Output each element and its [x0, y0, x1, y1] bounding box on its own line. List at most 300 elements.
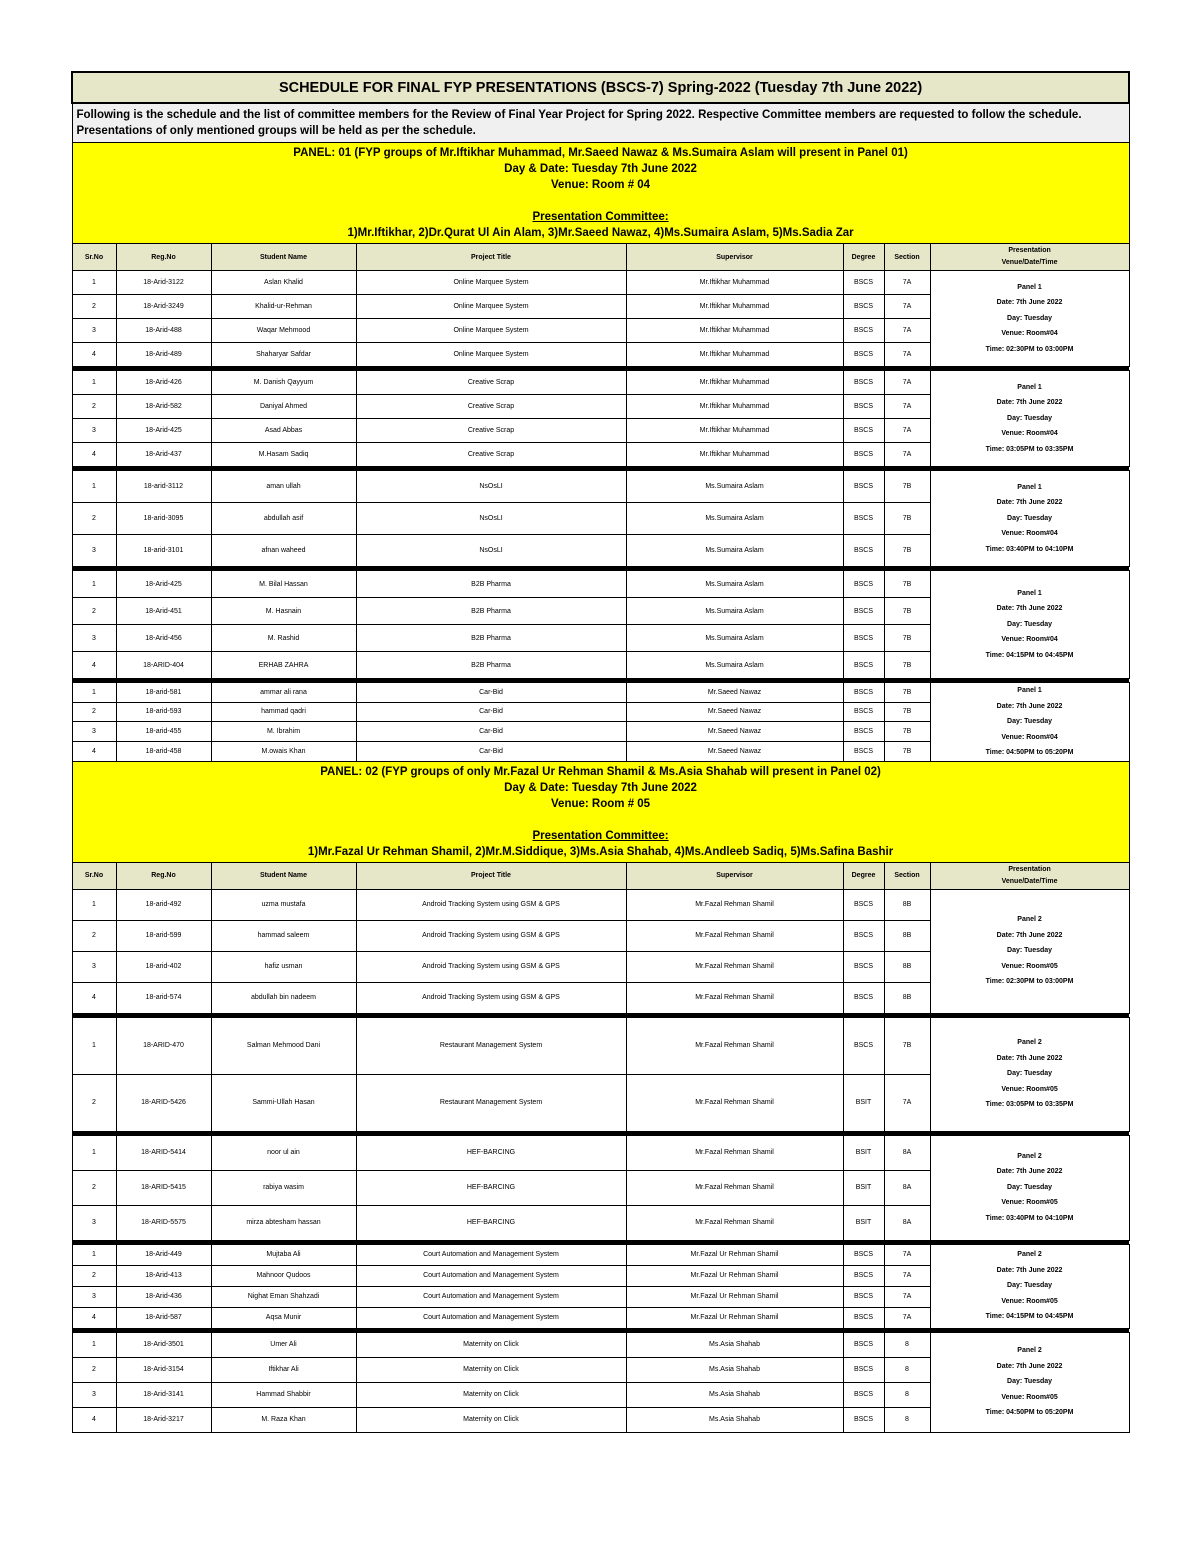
presentation-info-line: Panel 2	[1017, 1347, 1042, 1355]
cell-degree: BSCS	[843, 471, 884, 503]
panel-day-date: Day & Date: Tuesday 7th June 2022	[504, 781, 697, 794]
cell-section: 7B	[884, 652, 930, 679]
cell-project-title: Maternity on Click	[356, 1357, 626, 1382]
presentation-info-line: Venue: Room#04	[1001, 530, 1058, 538]
cell-degree: BSIT	[843, 1205, 884, 1240]
presentation-info-line: Day: Tuesday	[1007, 1282, 1053, 1290]
cell-sr-no: 4	[72, 443, 116, 467]
panel-header-row	[72, 761, 1129, 862]
cell-sr-no: 2	[72, 295, 116, 319]
column-header-section: Section	[884, 244, 930, 271]
cell-supervisor: Mr.Iftikhar Muhammad	[626, 419, 843, 443]
cell-supervisor: Mr.Fazal Rehman Shamil	[626, 951, 843, 982]
column-header-supervisor: Supervisor	[626, 244, 843, 271]
cell-reg-no: 18-Arid-3122	[116, 271, 211, 295]
cell-reg-no: 18-Arid-437	[116, 443, 211, 467]
presentation-info	[930, 1244, 1129, 1328]
cell-reg-no: 18-Arid-451	[116, 598, 211, 625]
cell-section: 7A	[884, 443, 930, 467]
column-header-venue-label: Venue/Date/Time	[1001, 259, 1058, 266]
cell-sr-no: 3	[72, 1286, 116, 1307]
cell-sr-no: 4	[72, 1407, 116, 1432]
cell-sr-no: 2	[72, 1357, 116, 1382]
schedule-sheet	[71, 71, 1128, 1433]
presentation-info-line: Date: 7th June 2022	[996, 399, 1063, 407]
presentation-info-line: Date: 7th June 2022	[996, 299, 1063, 307]
table-row	[72, 1244, 1129, 1265]
cell-reg-no: 18-arid-455	[116, 722, 211, 742]
cell-supervisor: Mr.Fazal Rehman Shamil	[626, 1074, 843, 1131]
presentation-info	[930, 471, 1129, 567]
cell-student-name: M.Hasam Sadiq	[211, 443, 356, 467]
cell-section: 7A	[884, 295, 930, 319]
presentation-info-line: Panel 2	[1017, 1251, 1042, 1259]
presentation-info-line: Time: 04:50PM to 05:20PM	[985, 749, 1074, 756]
cell-student-name: Nighat Eman Shahzadi	[211, 1286, 356, 1307]
cell-degree: BSCS	[843, 741, 884, 761]
cell-project-title: Court Automation and Management System	[356, 1265, 626, 1286]
cell-section: 7B	[884, 625, 930, 652]
panel-heading: PANEL: 01 (FYP groups of Mr.Iftikhar Muhammad, Mr.Saeed Nawaz & Ms.Sumaira Aslam will present in Panel 01)	[293, 147, 908, 159]
cell-section: 8	[884, 1357, 930, 1382]
cell-reg-no: 18-ARID-5575	[116, 1205, 211, 1240]
cell-supervisor: Ms.Sumaira Aslam	[626, 571, 843, 598]
cell-sr-no: 1	[72, 1135, 116, 1170]
cell-supervisor: Mr.Iftikhar Muhammad	[626, 319, 843, 343]
cell-section: 8A	[884, 1205, 930, 1240]
presentation-info-line: Venue: Room#04	[1001, 430, 1058, 438]
cell-project-title: Restaurant Management System	[356, 1017, 626, 1074]
presentation-info-line: Venue: Room#05	[1001, 1085, 1058, 1093]
presentation-info-line: Venue: Room#04	[1001, 330, 1058, 338]
cell-project-title: Creative Scrap	[356, 443, 626, 467]
cell-degree: BSCS	[843, 1407, 884, 1432]
cell-project-title: HEF-BARCING	[356, 1205, 626, 1240]
cell-supervisor: Ms.Asia Shahab	[626, 1357, 843, 1382]
cell-degree: BSCS	[843, 702, 884, 722]
column-header-sr-no: Sr.No	[72, 244, 116, 271]
cell-student-name: Sammi-Ullah Hasan	[211, 1074, 356, 1131]
cell-project-title: Maternity on Click	[356, 1407, 626, 1432]
cell-supervisor: Mr.Fazal Ur Rehman Shamil	[626, 1307, 843, 1328]
cell-reg-no: 18-arid-599	[116, 920, 211, 951]
cell-reg-no: 18-Arid-456	[116, 625, 211, 652]
cell-project-title: Car-Bid	[356, 702, 626, 722]
presentation-info-line: Time: 03:40PM to 04:10PM	[985, 1214, 1074, 1222]
panel-header	[72, 143, 1129, 244]
cell-section: 8B	[884, 982, 930, 1013]
cell-reg-no: 18-arid-3112	[116, 471, 211, 503]
cell-supervisor: Mr.Iftikhar Muhammad	[626, 271, 843, 295]
cell-student-name: Salman Mehmood Dani	[211, 1017, 356, 1074]
cell-degree: BSCS	[843, 535, 884, 567]
cell-project-title: Creative Scrap	[356, 419, 626, 443]
cell-supervisor: Mr.Fazal Rehman Shamil	[626, 1017, 843, 1074]
presentation-info-line: Day: Tuesday	[1007, 718, 1053, 725]
table-row	[72, 271, 1129, 295]
intro-text	[72, 103, 1129, 143]
cell-sr-no: 3	[72, 535, 116, 567]
cell-project-title: Maternity on Click	[356, 1382, 626, 1407]
cell-student-name: Mujtaba Ali	[211, 1244, 356, 1265]
cell-student-name: M. Bilal Hassan	[211, 571, 356, 598]
cell-reg-no: 18-Arid-3249	[116, 295, 211, 319]
presentation-info	[930, 571, 1129, 679]
committee-members: 1)Mr.Iftikhar, 2)Dr.Qurat Ul Ain Alam, 3)Mr.Saeed Nawaz, 4)Ms.Sumaira Aslam, 5)Ms.Sadia Zar	[347, 227, 854, 239]
cell-project-title: B2B Pharma	[356, 598, 626, 625]
cell-sr-no: 1	[72, 271, 116, 295]
cell-project-title: B2B Pharma	[356, 652, 626, 679]
cell-project-title: Android Tracking System using GSM & GPS	[356, 982, 626, 1013]
cell-degree: BSCS	[843, 295, 884, 319]
cell-reg-no: 18-Arid-582	[116, 395, 211, 419]
presentation-info	[930, 371, 1129, 467]
cell-project-title: NsOsLI	[356, 503, 626, 535]
presentation-info-line: Venue: Room#04	[1001, 733, 1058, 741]
cell-reg-no: 18-ARID-404	[116, 652, 211, 679]
column-header-section: Section	[884, 862, 930, 889]
cell-section: 7B	[884, 722, 930, 742]
cell-reg-no: 18-arid-458	[116, 741, 211, 761]
cell-project-title: B2B Pharma	[356, 625, 626, 652]
cell-section: 7B	[884, 471, 930, 503]
table-row	[72, 571, 1129, 598]
cell-section: 7A	[884, 319, 930, 343]
cell-sr-no: 4	[72, 343, 116, 367]
cell-supervisor: Mr.Fazal Rehman Shamil	[626, 889, 843, 920]
cell-student-name: Daniyal Ahmed	[211, 395, 356, 419]
column-header-reg-no: Reg.No	[116, 862, 211, 889]
cell-degree: BSCS	[843, 443, 884, 467]
cell-degree: BSCS	[843, 1307, 884, 1328]
cell-supervisor: Mr.Iftikhar Muhammad	[626, 295, 843, 319]
cell-student-name: mirza abtesham hassan	[211, 1205, 356, 1240]
cell-student-name: noor ul ain	[211, 1135, 356, 1170]
cell-project-title: Court Automation and Management System	[356, 1307, 626, 1328]
cell-student-name: ammar ali rana	[211, 683, 356, 703]
cell-sr-no: 1	[72, 1244, 116, 1265]
cell-student-name: hammad saleem	[211, 920, 356, 951]
cell-section: 8	[884, 1332, 930, 1357]
cell-section: 8B	[884, 920, 930, 951]
cell-project-title: Court Automation and Management System	[356, 1286, 626, 1307]
cell-sr-no: 2	[72, 702, 116, 722]
panel-day-date: Day & Date: Tuesday 7th June 2022	[504, 163, 697, 175]
cell-section: 7A	[884, 1244, 930, 1265]
cell-degree: BSCS	[843, 503, 884, 535]
cell-supervisor: Mr.Iftikhar Muhammad	[626, 395, 843, 419]
cell-reg-no: 18-Arid-3154	[116, 1357, 211, 1382]
panel-header	[72, 761, 1129, 862]
cell-sr-no: 1	[72, 1332, 116, 1357]
cell-section: 7B	[884, 1017, 930, 1074]
presentation-info-line: Panel 1	[1017, 589, 1042, 597]
cell-reg-no: 18-ARID-5415	[116, 1170, 211, 1205]
presentation-info-line: Time: 03:40PM to 04:10PM	[985, 545, 1074, 553]
cell-sr-no: 3	[72, 1382, 116, 1407]
presentation-info-line: Day: Tuesday	[1007, 514, 1053, 522]
cell-degree: BSIT	[843, 1170, 884, 1205]
cell-student-name: abdullah asif	[211, 503, 356, 535]
cell-supervisor: Ms.Sumaira Aslam	[626, 471, 843, 503]
cell-sr-no: 3	[72, 722, 116, 742]
cell-student-name: hafiz usman	[211, 951, 356, 982]
column-header-project-title: Project Title	[356, 244, 626, 271]
cell-supervisor: Mr.Fazal Ur Rehman Shamil	[626, 1286, 843, 1307]
cell-degree: BSCS	[843, 683, 884, 703]
cell-student-name: abdullah bin nadeem	[211, 982, 356, 1013]
presentation-info-line: Day: Tuesday	[1007, 1378, 1053, 1386]
page-title: SCHEDULE FOR FINAL FYP PRESENTATIONS (BSCS-7) Spring-2022 (Tuesday 7th June 2022)	[72, 72, 1129, 103]
cell-project-title: HEF-BARCING	[356, 1170, 626, 1205]
cell-project-title: Online Marquee System	[356, 319, 626, 343]
cell-degree: BSCS	[843, 1244, 884, 1265]
cell-project-title: Car-Bid	[356, 722, 626, 742]
cell-student-name: M. Raza Khan	[211, 1407, 356, 1432]
presentation-info-line: Venue: Room#05	[1001, 1297, 1058, 1305]
cell-student-name: Hammad Shabbir	[211, 1382, 356, 1407]
cell-sr-no: 2	[72, 1170, 116, 1205]
table-row	[72, 1017, 1129, 1074]
cell-project-title: Restaurant Management System	[356, 1074, 626, 1131]
cell-reg-no: 18-ARID-470	[116, 1017, 211, 1074]
presentation-info	[930, 1017, 1129, 1131]
cell-section: 8B	[884, 951, 930, 982]
cell-reg-no: 18-ARID-5426	[116, 1074, 211, 1131]
presentation-info-line: Venue: Room#05	[1001, 1199, 1058, 1207]
cell-supervisor: Mr.Iftikhar Muhammad	[626, 443, 843, 467]
cell-supervisor: Ms.Asia Shahab	[626, 1407, 843, 1432]
cell-section: 7B	[884, 535, 930, 567]
cell-student-name: M. Rashid	[211, 625, 356, 652]
cell-degree: BSCS	[843, 319, 884, 343]
cell-supervisor: Mr.Fazal Rehman Shamil	[626, 982, 843, 1013]
cell-supervisor: Mr.Iftikhar Muhammad	[626, 371, 843, 395]
cell-supervisor: Mr.Iftikhar Muhammad	[626, 343, 843, 367]
cell-reg-no: 18-Arid-413	[116, 1265, 211, 1286]
cell-supervisor: Mr.Fazal Rehman Shamil	[626, 1135, 843, 1170]
presentation-info-line: Venue: Room#04	[1001, 636, 1058, 644]
cell-student-name: Asad Abbas	[211, 419, 356, 443]
presentation-info	[930, 683, 1129, 762]
presentation-info-line: Panel 2	[1017, 916, 1042, 924]
cell-section: 7A	[884, 1074, 930, 1131]
cell-project-title: Android Tracking System using GSM & GPS	[356, 889, 626, 920]
column-header-reg-no: Reg.No	[116, 244, 211, 271]
cell-section: 7A	[884, 419, 930, 443]
presentation-info-line: Panel 1	[1017, 687, 1042, 694]
cell-supervisor: Mr.Saeed Nawaz	[626, 741, 843, 761]
cell-project-title: Car-Bid	[356, 683, 626, 703]
cell-section: 8	[884, 1382, 930, 1407]
presentation-info-line: Date: 7th June 2022	[996, 1266, 1063, 1274]
presentation-info	[930, 271, 1129, 367]
presentation-info-line: Time: 04:50PM to 05:20PM	[985, 1409, 1074, 1417]
committee-label: Presentation Committee:	[532, 211, 669, 223]
cell-student-name: Mahnoor Qudoos	[211, 1265, 356, 1286]
presentation-info-line: Panel 2	[1017, 1152, 1042, 1160]
cell-sr-no: 2	[72, 598, 116, 625]
presentation-info-line: Day: Tuesday	[1007, 414, 1053, 422]
cell-reg-no: 18-Arid-587	[116, 1307, 211, 1328]
column-header-row	[72, 862, 1129, 889]
cell-reg-no: 18-Arid-425	[116, 571, 211, 598]
cell-supervisor: Mr.Fazal Ur Rehman Shamil	[626, 1244, 843, 1265]
table-row	[72, 471, 1129, 503]
panel-header-row	[72, 143, 1129, 244]
cell-project-title: Creative Scrap	[356, 371, 626, 395]
cell-sr-no: 4	[72, 1307, 116, 1328]
cell-degree: BSCS	[843, 1286, 884, 1307]
presentation-info-line: Day: Tuesday	[1007, 620, 1053, 628]
cell-sr-no: 1	[72, 571, 116, 598]
cell-reg-no: 18-arid-402	[116, 951, 211, 982]
intro-line-1: Following is the schedule and the list of committee members for the Review of Final Year Project for Spring 2022. Respective Committee members are requested to follow the schedule.	[76, 109, 1082, 121]
cell-project-title: Court Automation and Management System	[356, 1244, 626, 1265]
cell-sr-no: 1	[72, 371, 116, 395]
table-row	[72, 1332, 1129, 1357]
cell-supervisor: Ms.Sumaira Aslam	[626, 652, 843, 679]
intro-line-2: Presentations of only mentioned groups will be held as per the schedule.	[76, 125, 476, 137]
cell-section: 7A	[884, 343, 930, 367]
cell-project-title: Online Marquee System	[356, 295, 626, 319]
column-header-student-name: Student Name	[211, 244, 356, 271]
column-header-student-name: Student Name	[211, 862, 356, 889]
presentation-info	[930, 1135, 1129, 1240]
schedule-table	[71, 71, 1130, 1433]
committee-label: Presentation Committee:	[532, 829, 669, 842]
cell-degree: BSCS	[843, 951, 884, 982]
cell-reg-no: 18-arid-3095	[116, 503, 211, 535]
cell-supervisor: Mr.Fazal Rehman Shamil	[626, 1205, 843, 1240]
cell-degree: BSCS	[843, 395, 884, 419]
presentation-info-line: Day: Tuesday	[1007, 1070, 1053, 1078]
column-header-row	[72, 244, 1129, 271]
cell-degree: BSCS	[843, 571, 884, 598]
cell-student-name: Waqar Mehmood	[211, 319, 356, 343]
table-row	[72, 371, 1129, 395]
presentation-info-line: Venue: Room#05	[1001, 1393, 1058, 1401]
cell-supervisor: Mr.Saeed Nawaz	[626, 702, 843, 722]
cell-supervisor: Mr.Fazal Rehman Shamil	[626, 920, 843, 951]
presentation-info-line: Panel 1	[1017, 283, 1042, 291]
cell-project-title: Maternity on Click	[356, 1332, 626, 1357]
cell-degree: BSCS	[843, 371, 884, 395]
cell-reg-no: 18-Arid-3217	[116, 1407, 211, 1432]
cell-reg-no: 18-arid-492	[116, 889, 211, 920]
cell-sr-no: 2	[72, 1265, 116, 1286]
cell-section: 7A	[884, 1265, 930, 1286]
cell-supervisor: Mr.Fazal Ur Rehman Shamil	[626, 1265, 843, 1286]
cell-supervisor: Ms.Sumaira Aslam	[626, 625, 843, 652]
cell-student-name: M. Ibrahim	[211, 722, 356, 742]
gap	[73, 812, 1129, 828]
cell-project-title: NsOsLI	[356, 535, 626, 567]
presentation-info-line: Date: 7th June 2022	[996, 605, 1063, 613]
presentation-info	[930, 1332, 1129, 1432]
cell-reg-no: 18-Arid-489	[116, 343, 211, 367]
cell-project-title: Car-Bid	[356, 741, 626, 761]
cell-supervisor: Ms.Sumaira Aslam	[626, 598, 843, 625]
cell-sr-no: 4	[72, 982, 116, 1013]
cell-reg-no: 18-Arid-426	[116, 371, 211, 395]
cell-sr-no: 2	[72, 395, 116, 419]
cell-section: 7A	[884, 395, 930, 419]
cell-student-name: Umer Ali	[211, 1332, 356, 1357]
presentation-info-line: Date: 7th June 2022	[996, 499, 1063, 507]
cell-sr-no: 3	[72, 625, 116, 652]
presentation-info-line: Time: 02:30PM to 03:00PM	[985, 978, 1074, 986]
presentation-info-line: Venue: Room#05	[1001, 962, 1058, 970]
cell-section: 8A	[884, 1170, 930, 1205]
cell-project-title: NsOsLI	[356, 471, 626, 503]
cell-section: 7A	[884, 271, 930, 295]
presentation-info-line: Date: 7th June 2022	[996, 1054, 1063, 1062]
cell-sr-no: 2	[72, 920, 116, 951]
cell-student-name: Aqsa Munir	[211, 1307, 356, 1328]
presentation-info-line: Time: 03:05PM to 03:35PM	[985, 1101, 1074, 1109]
cell-section: 7B	[884, 571, 930, 598]
presentation-info-line: Day: Tuesday	[1007, 1183, 1053, 1191]
cell-section: 7B	[884, 702, 930, 722]
cell-reg-no: 18-Arid-436	[116, 1286, 211, 1307]
presentation-info-line: Panel 1	[1017, 383, 1042, 391]
table-row	[72, 1135, 1129, 1170]
cell-reg-no: 18-arid-593	[116, 702, 211, 722]
cell-sr-no: 3	[72, 319, 116, 343]
cell-section: 7A	[884, 1286, 930, 1307]
cell-project-title: Android Tracking System using GSM & GPS	[356, 951, 626, 982]
cell-degree: BSCS	[843, 982, 884, 1013]
column-header-presentation	[930, 862, 1129, 889]
cell-degree: BSCS	[843, 1382, 884, 1407]
column-header-presentation-label: Presentation	[1008, 865, 1051, 873]
cell-reg-no: 18-Arid-488	[116, 319, 211, 343]
cell-degree: BSCS	[843, 598, 884, 625]
cell-supervisor: Ms.Sumaira Aslam	[626, 503, 843, 535]
cell-section: 8A	[884, 1135, 930, 1170]
cell-project-title: Online Marquee System	[356, 271, 626, 295]
cell-reg-no: 18-Arid-449	[116, 1244, 211, 1265]
cell-student-name: Khalid-ur-Rehman	[211, 295, 356, 319]
cell-degree: BSCS	[843, 920, 884, 951]
cell-student-name: ERHAB ZAHRA	[211, 652, 356, 679]
cell-supervisor: Mr.Fazal Rehman Shamil	[626, 1170, 843, 1205]
panel-heading: PANEL: 02 (FYP groups of only Mr.Fazal Ur Rehman Shamil & Ms.Asia Shahab will present in Panel 02)	[320, 765, 881, 778]
table-row	[72, 683, 1129, 703]
column-header-project-title: Project Title	[356, 862, 626, 889]
presentation-info-line: Date: 7th June 2022	[996, 702, 1063, 710]
cell-degree: BSCS	[843, 722, 884, 742]
cell-reg-no: 18-Arid-425	[116, 419, 211, 443]
cell-sr-no: 1	[72, 471, 116, 503]
cell-student-name: M. Hasnain	[211, 598, 356, 625]
cell-sr-no: 1	[72, 1017, 116, 1074]
cell-project-title: Online Marquee System	[356, 343, 626, 367]
column-header-presentation-label: Presentation	[1008, 247, 1051, 254]
cell-reg-no: 18-arid-3101	[116, 535, 211, 567]
column-header-presentation	[930, 244, 1129, 271]
cell-supervisor: Ms.Asia Shahab	[626, 1382, 843, 1407]
presentation-info-line: Date: 7th June 2022	[996, 1362, 1063, 1370]
cell-student-name: Shaharyar Safdar	[211, 343, 356, 367]
cell-degree: BSCS	[843, 625, 884, 652]
presentation-info-line: Time: 04:15PM to 04:45PM	[985, 1313, 1074, 1321]
cell-section: 7B	[884, 598, 930, 625]
presentation-info-line: Time: 02:30PM to 03:00PM	[985, 345, 1074, 353]
cell-degree: BSCS	[843, 889, 884, 920]
cell-project-title: HEF-BARCING	[356, 1135, 626, 1170]
